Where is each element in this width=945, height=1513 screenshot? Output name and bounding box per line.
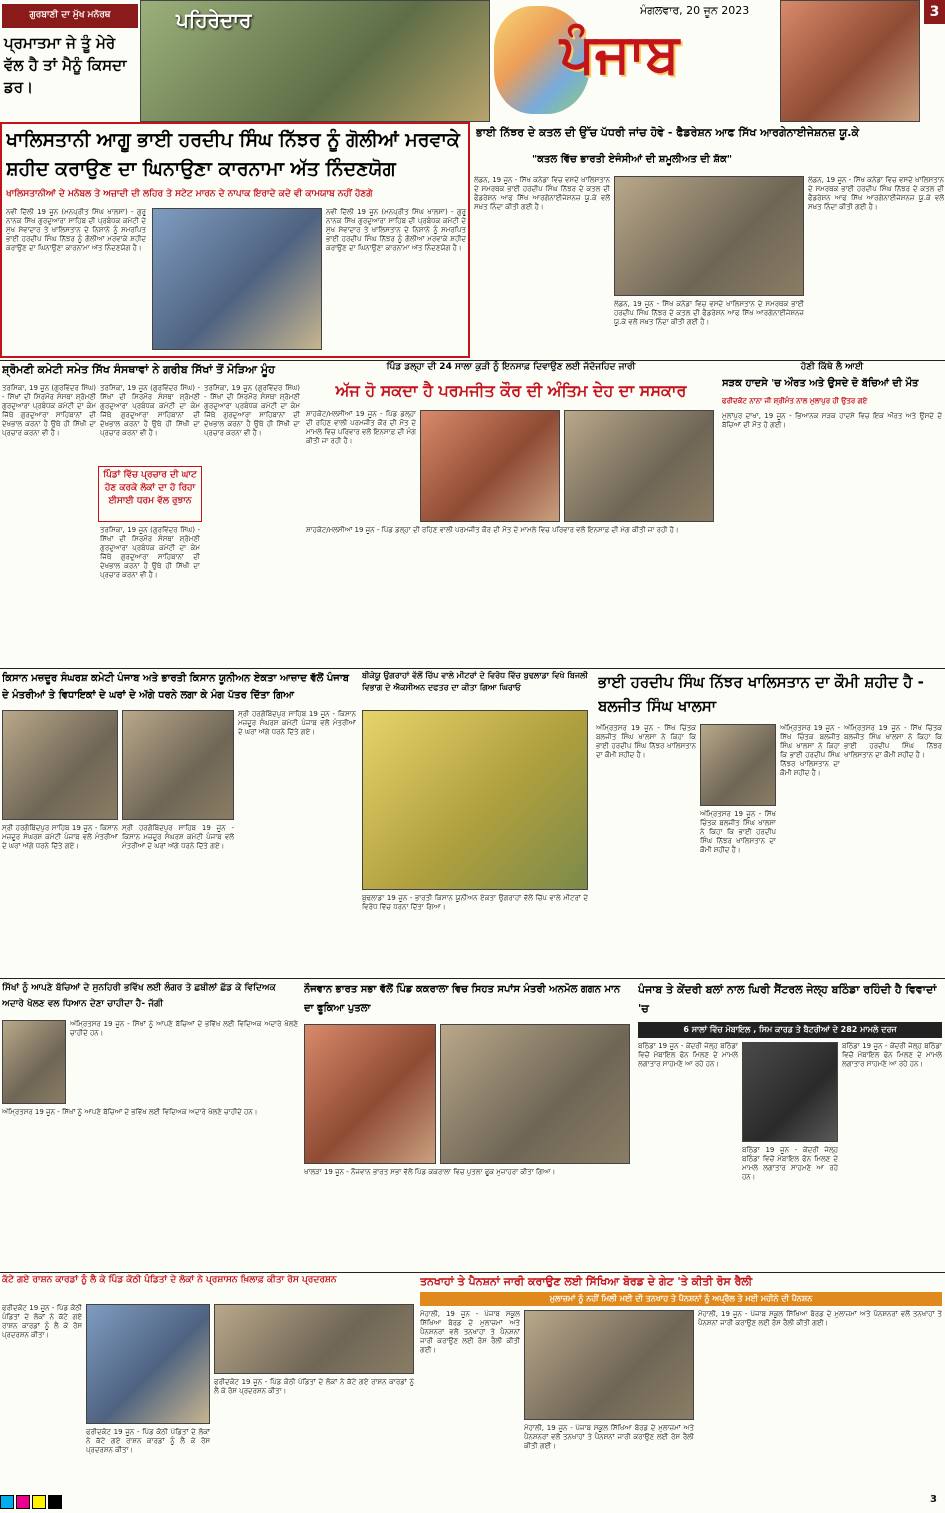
lead-body-left: ਨਵੀਂ ਦਿੱਲੀ 19 ਜੂਨ (ਮਨਪ੍ਰੀਤ ਸਿੰਘ ਖਾਲਸਾ) - ਗੁਰੂ ਨਾਨਕ ਸਿੱਖ ਗੁਰਦੁਆਰਾ ਸਾਹਿਬ ਦੀ ਪ੍ਰਬੰਧਕ ਕਮੇਟੀ ਦੇ ਮੁੱਖ ਸੇਵਾਦਾਰ ਤੇ ਖਾਲਿਸਤਾਨ ਦੇ ਨਿਸ਼ਾਨੇ ਨੂੰ ਸਮਰਪਿਤ ਭਾਈ ਹਰਦੀਪ ਸਿੰਘ ਨਿੱਝਰ ਨੂੰ ਗੋਲੀਆਂ ਮਰਵਾਕੇ ਸ਼ਹੀਦ ਕਰਾਉਣ ਦਾ ਘਿਨਾਉਣਾ ਕਾਰਨਾਮਾ ਅੱਤ ਨਿੰਦਣਯੋਗ ਹੈ। xyxy=(6,208,146,252)
farmers-body-right: ਸ੍ਰੀ ਹਰਗੋਬਿੰਦਪੁਰ ਸਾਹਿਬ 19 ਜੂਨ - ਕਿਸਾਨ ਮਜ਼ਦੂਰ ਸੰਘਰਸ਼ ਕਮੇਟੀ ਪੰਜਾਬ ਵਲੋਂ ਮੰਤਰੀਆਂ ਦੇ ਘਰਾਂ ਅੱਗੇ ਧਰਨੇ ਦਿੱਤੇ ਗਏ। xyxy=(238,710,356,736)
sgpc-body-right: ਤਰਸਿਕਾ, 19 ਜੂਨ (ਗੁਰਵਿੰਦਰ ਸਿੰਘ) - ਸਿੱਖਾਂ ਦੀ ਸਿਰਮੌਰ ਸੰਸਥਾ ਸ਼੍ਰੋਮਣੀ ਗੁਰਦੁਆਰਾ ਪ੍ਰਬੰਧਕ ਕਮੇਟੀ ਦਾ ਕੰਮ ਜਿੱਥੇ ਗੁਰਦੁਆਰਾ ਸਾਹਿਬਾਨਾਂ ਦੀ ਦੇਖਭਾਲ ਕਰਨਾ ਹੈ ਉਥੇ ਹੀ ਸਿੱਖੀ ਦਾ ਪ੍ਰਚਾਰ ਕਰਨਾ ਵੀ ਹੈ। xyxy=(204,384,300,437)
farmers-story xyxy=(0,670,358,976)
farmers-photo-1 xyxy=(2,710,118,820)
rule-bottom xyxy=(0,1272,945,1273)
nijjar-photo-portrait xyxy=(700,724,776,806)
lead-photo-collage xyxy=(152,208,322,350)
canada-body-right: ਲੰਡਨ, 19 ਜੂਨ - ਸਿੱਖ ਕਨੇਡਾ ਵਿਚ ਵਸਦੇ ਖਾਲਿਸਤਾਨ ਦੇ ਸਮਰਥਕ ਭਾਈ ਹਰਦੀਪ ਸਿੰਘ ਨਿੱਝਰ ਦੇ ਕਤਲ ਦੀ ਫੈਡਰੇਸ਼ਨ ਆਫ ਸਿੱਖ ਆਰਗੇਨਾਈਜੇਸ਼ਨਜ਼ ਯੂ.ਕੇ ਵਲੋਂ ਸਖ਼ਤ ਨਿੰਦਾ ਕੀਤੀ ਗਈ ਹੈ। xyxy=(808,176,944,211)
meters-body: ਬੁਢਲਾਡਾ 19 ਜੂਨ - ਭਾਰਤੀ ਕਿਸਾਨ ਯੂਨੀਅਨ ਏਕਤਾ ਉਗਰਾਹਾਂ ਵੱਲੋਂ ਚਿੱਪ ਵਾਲੇ ਮੀਟਰਾਂ ਦੇ ਵਿਰੋਧ ਵਿੱਚ ਧਰਨਾ ਦਿੱਤਾ ਗਿਆ। xyxy=(362,894,588,911)
salary-headline: ਤਨਖਾਹਾਂ ਤੇ ਪੈਨਸ਼ਨਾਂ ਜਾਰੀ ਕਰਾਉਣ ਲਈ ਸਿੱਖਿਆ ਬੋਰਡ ਦੇ ਗੇਟ 'ਤੇ ਕੀਤੀ ਰੋਸ ਰੈਲੀ xyxy=(420,1275,753,1288)
canada-subhead: "ਕਤਲ ਵਿੱਚ ਭਾਰਤੀ ਏਜੰਸੀਆਂ ਦੀ ਸ਼ਮੂਲੀਅਤ ਦੀ ਸ਼ੱਕ" xyxy=(532,154,733,165)
meters-story xyxy=(360,670,590,976)
paper-name: ਪਹਿਰੇਦਾਰ xyxy=(176,8,252,32)
nijjar-body-left: ਅੰਮ੍ਰਿਤਸਰ 19 ਜੂਨ - ਸਿੱਖ ਚਿੰਤਕ ਬਲਜੀਤ ਸਿੰਘ ਖਾਲਸਾ ਨੇ ਕਿਹਾ ਕਿ ਭਾਈ ਹਰਦੀਪ ਸਿੰਘ ਨਿੱਝਰ ਖਾਲਿਸਤਾਨ ਦਾ ਕੌਮੀ ਸ਼ਹੀਦ ਹੈ। xyxy=(596,724,696,759)
nijjar-body-right: ਅੰਮ੍ਰਿਤਸਰ 19 ਜੂਨ - ਸਿੱਖ ਚਿੰਤਕ ਬਲਜੀਤ ਸਿੰਘ ਖਾਲਸਾ ਨੇ ਕਿਹਾ ਕਿ ਭਾਈ ਹਰਦੀਪ ਸਿੰਘ ਨਿੱਝਰ ਖਾਲਿਸਤਾਨ ਦਾ ਕੌਮੀ ਸ਼ਹੀਦ ਹੈ। xyxy=(844,724,942,759)
ration-body-right: ਫਰੀਦਕੋਟ 19 ਜੂਨ - ਪਿੰਡ ਕੋਠੀ ਪੰਡਿਤਾਂ ਦੇ ਲੋਕਾਂ ਨੇ ਕੱਟੇ ਗਏ ਰਾਸ਼ਨ ਕਾਰਡਾਂ ਨੂੰ ਲੈ ਕੇ ਰੋਸ ਪ੍ਰਦਰਸ਼ਨ ਕੀਤਾ। xyxy=(214,1378,414,1395)
issue-date: ਮੰਗਲਵਾਰ, 20 ਜੂਨ 2023 xyxy=(640,4,750,17)
jail-body-mid: ਬਠਿੰਡਾ 19 ਜੂਨ - ਕੇਂਦਰੀ ਜੇਲ੍ਹ ਬਠਿੰਡਾ ਵਿਚੋਂ ਮੋਬਾਇਲ ਫੋਨ ਮਿਲਣ ਦੇ ਮਾਮਲੇ ਲਗਾਤਾਰ ਸਾਹਮਣੇ ਆ ਰਹੇ ਹਨ। xyxy=(742,1146,838,1181)
section-title: ਪੰਜਾਬ xyxy=(560,22,680,85)
effigy-photo-2 xyxy=(440,1024,630,1164)
accident-headline: ਸੜਕ ਹਾਦਸੇ 'ਚ ਔਰਤ ਅਤੇ ਉਸਦੇ ਦੋ ਬੱਚਿਆਂ ਦੀ ਮੌਤ xyxy=(722,378,919,389)
jail-body-right: ਬਠਿੰਡਾ 19 ਜੂਨ - ਕੇਂਦਰੀ ਜੇਲ੍ਹ ਬਠਿੰਡਾ ਵਿਚੋਂ ਮੋਬਾਇਲ ਫੋਨ ਮਿਲਣ ਦੇ ਮਾਮਲੇ ਲਗਾਤਾਰ ਸਾਹਮਣੇ ਆ ਰਹੇ ਹਨ। xyxy=(842,1042,942,1068)
salary-body-left: ਮੋਹਾਲੀ, 19 ਜੂਨ - ਪੰਜਾਬ ਸਕੂਲ ਸਿੱਖਿਆ ਬੋਰਡ ਦੇ ਮੁਲਾਜ਼ਮਾਂ ਅਤੇ ਪੈਨਸ਼ਨਰਾਂ ਵਲੋਂ ਤਨਖਾਹਾਂ ਤੇ ਪੈਨਸ਼ਨਾਂ ਜਾਰੀ ਕਰਾਉਣ ਲਈ ਰੋਸ ਰੈਲੀ ਕੀਤੀ ਗਈ। xyxy=(420,1310,520,1354)
ration-story xyxy=(0,1274,416,1494)
canada-headline: ਭਾਈ ਨਿੱਝਰ ਦੇ ਕਤਲ ਦੀ ਉੱਚ ਪੱਧਰੀ ਜਾਂਚ ਹੋਵੇ - ਫੈਡਰੇਸ਼ਨ ਆਫ ਸਿੱਖ ਆਰਗੇਨਾਈਜੇਸ਼ਨਜ਼ ਯੂ.ਕੇ xyxy=(476,126,859,139)
rule-mid xyxy=(0,668,945,669)
ration-headline: ਕੱਟੇ ਗਏ ਰਾਸ਼ਨ ਕਾਰਡਾਂ ਨੂੰ ਲੈ ਕੇ ਪਿੰਡ ਕੋਠੀ ਪੰਡਿਤਾਂ ਦੇ ਲੋਕਾਂ ਨੇ ਪ੍ਰਸ਼ਾਸਨ ਖ਼ਿਲਾਫ਼ ਕੀਤਾ ਰੋਸ ਪ੍ਰਦਰਸ਼ਨ xyxy=(2,1275,337,1285)
page-number: 3 xyxy=(924,0,945,24)
sikh-children-photo xyxy=(2,1020,66,1104)
masthead xyxy=(0,0,945,122)
gurbani-badge: ਗੁਰਬਾਣੀ ਦਾ ਮੁੱਖ ਮਨੋਰਥ xyxy=(2,4,138,28)
nijjar-story xyxy=(594,670,945,976)
effigy-headline: ਨੌਜਵਾਨ ਭਾਰਤ ਸਭਾ ਵੱਲੋਂ ਪਿੰਡ ਕਕਰਾਲਾ ਵਿਚ ਸਿਹਤ ਸਪਾਂਸ ਮੰਤਰੀ ਅਨਮੋਲ ਗਗਨ ਮਾਨ ਦਾ ਫੂਕਿਆ ਪੁਤਲਾ xyxy=(304,984,621,1014)
meters-headline: ਬੀਕੇਯੂ ਉਗਰਾਹਾਂ ਵੱਲੋਂ ਚਿੱਪ ਵਾਲੇ ਮੀਟਰਾਂ ਦੇ ਵਿਰੋਧ ਵਿੱਚ ਬੁਢਲਾਡਾ ਵਿਖੇ ਬਿਜਲੀ ਵਿਭਾਗ ਦੇ ਐਕਸੀਅਨ ਦਫਤਰ ਦਾ ਕੀਤਾ ਗਿਆ ਘਿਰਾਓ xyxy=(362,671,588,692)
salary-story xyxy=(418,1274,945,1494)
canada-story xyxy=(472,122,945,358)
canada-body-left: ਲੰਡਨ, 19 ਜੂਨ - ਸਿੱਖ ਕਨੇਡਾ ਵਿਚ ਵਸਦੇ ਖਾਲਿਸਤਾਨ ਦੇ ਸਮਰਥਕ ਭਾਈ ਹਰਦੀਪ ਸਿੰਘ ਨਿੱਝਰ ਦੇ ਕਤਲ ਦੀ ਫੈਡਰੇਸ਼ਨ ਆਫ ਸਿੱਖ ਆਰਗੇਨਾਈਜੇਸ਼ਨਜ਼ ਯੂ.ਕੇ ਵਲੋਂ ਸਖ਼ਤ ਨਿੰਦਾ ਕੀਤੀ ਗਈ ਹੈ। xyxy=(474,176,610,211)
farmers-headline: ਕਿਸਾਨ ਮਜ਼ਦੂਰ ਸੰਘਰਸ਼ ਕਮੇਟੀ ਪੰਜਾਬ ਅਤੇ ਭਾਰਤੀ ਕਿਸਾਨ ਯੂਨੀਅਨ ਏਕਤਾ ਆਜ਼ਾਦ ਵੱਲੋਂ ਪੰਜਾਬ ਦੇ ਮੰਤਰੀਆਂ ਤੇ ਵਿਧਾਇਕਾਂ ਦੇ ਘਰਾਂ ਦੇ ਅੱਗੇ ਧਰਨੇ ਲਗਾ ਕੇ ਮੰਗ ਪੱਤਰ ਦਿੱਤਾ ਗਿਆ xyxy=(2,673,349,701)
accident-kicker: ਹੋਣੀ ਕਿੱਥੇ ਲੈ ਆਈ xyxy=(800,362,864,372)
salary-photo xyxy=(524,1310,694,1420)
nijjar-body-under-photo: ਅੰਮ੍ਰਿਤਸਰ 19 ਜੂਨ - ਸਿੱਖ ਚਿੰਤਕ ਬਲਜੀਤ ਸਿੰਘ ਖਾਲਸਾ ਨੇ ਕਿਹਾ ਕਿ ਭਾਈ ਹਰਦੀਪ ਸਿੰਘ ਨਿੱਝਰ ਖਾਲਿਸਤਾਨ ਦਾ ਕੌਮੀ ਸ਼ਹੀਦ ਹੈ। xyxy=(700,810,776,854)
gurbani-quote: ਪ੍ਰਮਾਤਮਾ ਜੇ ਤੂੰ ਮੇਰੇ ਵੱਲ ਹੈ ਤਾਂ ਮੈਨੂੰ ਕਿਸਦਾ ਡਰ। xyxy=(4,34,127,96)
lead-subhead: ਖਾਲਿਸਤਾਨੀਆਂ ਦੇ ਮਨੋਬਲ ਤੇ ਅਜ਼ਾਦੀ ਦੀ ਲਹਿਰ ਤੇ ਸਟੇਟ ਮਾਰਨ ਦੇ ਨਾਪਾਕ ਇਰਾਦੇ ਕਦੇ ਵੀ ਕਾਮਯਾਬ ਨਹੀਂ ਹੋਣਗੇ xyxy=(6,189,373,199)
sikh-children-body-top: ਅੰਮ੍ਰਿਤਸਰ 19 ਜੂਨ - ਸਿੱਖਾਂ ਨੂੰ ਆਪਣੇ ਬੱਚਿਆਂ ਦੇ ਭਵਿੱਖ ਲਈ ਵਿਦਿਅਕ ਅਦਾਰੇ ਖੋਲਣੇ ਚਾਹੀਦੇ ਹਨ। xyxy=(70,1020,298,1037)
nijjar-body-mid: ਅੰਮ੍ਰਿਤਸਰ 19 ਜੂਨ - ਸਿੱਖ ਚਿੰਤਕ ਬਲਜੀਤ ਸਿੰਘ ਖਾਲਸਾ ਨੇ ਕਿਹਾ ਕਿ ਭਾਈ ਹਰਦੀਪ ਸਿੰਘ ਨਿੱਝਰ ਖਾਲਿਸਤਾਨ ਦਾ ਕੌਮੀ ਸ਼ਹੀਦ ਹੈ। xyxy=(780,724,840,777)
footer-bar xyxy=(0,1494,945,1507)
farmers-body-mid: ਸ੍ਰੀ ਹਰਗੋਬਿੰਦਪੁਰ ਸਾਹਿਬ 19 ਜੂਨ - ਕਿਸਾਨ ਮਜ਼ਦੂਰ ਸੰਘਰਸ਼ ਕਮੇਟੀ ਪੰਜਾਬ ਵਲੋਂ ਮੰਤਰੀਆਂ ਦੇ ਘਰਾਂ ਅੱਗੇ ਧਰਨੇ ਦਿੱਤੇ ਗਏ। xyxy=(122,824,234,850)
jail-photo xyxy=(742,1042,838,1142)
funeral-story xyxy=(304,362,718,666)
effigy-body: ਖਾਲੜਾ 19 ਜੂਨ - ਨੌਜਵਾਨ ਭਾਰਤ ਸਭਾ ਵੱਲੋਂ ਪਿੰਡ ਕਕਰਾਲਾ ਵਿਚ ਪੁਤਲਾ ਫੂਕ ਮੁਜ਼ਾਹਰਾ ਕੀਤਾ ਗਿਆ। xyxy=(304,1168,556,1176)
funeral-headline: ਅੱਜ ਹੋ ਸਕਦਾ ਹੈ ਪਰਮਜੀਤ ਕੌਰ ਦੀ ਅੰਤਿਮ ਦੇਹ ਦਾ ਸਸਕਾਰ xyxy=(335,381,687,400)
sikh-children-headline: ਸਿੱਖਾਂ ਨੂੰ ਆਪਣੇ ਬੱਚਿਆਂ ਦੇ ਸੁਨਹਿਰੀ ਭਵਿੱਖ ਲਈ ਲੰਗਰ ਤੇ ਛਬੀਲਾਂ ਛੱਡ ਕੇ ਵਿਦਿਅਕ ਅਦਾਰੇ ਖੋਲਣ ਵਲ ਧਿਆਨ ਦੇਣਾ ਚਾਹੀਦਾ ਹੈ- ਜੱਗੀ xyxy=(2,983,276,1009)
funeral-photo-bride xyxy=(564,410,714,522)
ration-body-left: ਫਰੀਦਕੋਟ 19 ਜੂਨ - ਪਿੰਡ ਕੋਠੀ ਪੰਡਿਤਾਂ ਦੇ ਲੋਕਾਂ ਨੇ ਕੱਟੇ ਗਏ ਰਾਸ਼ਨ ਕਾਰਡਾਂ ਨੂੰ ਲੈ ਕੇ ਰੋਸ ਪ੍ਰਦਰਸ਼ਨ ਕੀਤਾ। xyxy=(2,1304,82,1339)
masthead-photo-children xyxy=(780,0,920,122)
accident-body: ਮੁਲਾਂਪੁਰ ਦਾਖਾ, 19 ਜੂਨ - ਭਿਆਨਕ ਸੜਕ ਹਾਦਸੇ ਵਿਚ ਇਕ ਔਰਤ ਅਤੇ ਉਸਦੇ ਦੋ ਬੱਚਿਆਂ ਦੀ ਮੌਤ ਹੋ ਗਈ। xyxy=(722,412,942,429)
accident-story xyxy=(720,362,945,666)
sgpc-body-mid: ਤਰਸਿਕਾ, 19 ਜੂਨ (ਗੁਰਵਿੰਦਰ ਸਿੰਘ) - ਸਿੱਖਾਂ ਦੀ ਸਿਰਮੌਰ ਸੰਸਥਾ ਸ਼੍ਰੋਮਣੀ ਗੁਰਦੁਆਰਾ ਪ੍ਰਬੰਧਕ ਕਮੇਟੀ ਦਾ ਕੰਮ ਜਿੱਥੇ ਗੁਰਦੁਆਰਾ ਸਾਹਿਬਾਨਾਂ ਦੀ ਦੇਖਭਾਲ ਕਰਨਾ ਹੈ ਉਥੇ ਹੀ ਸਿੱਖੀ ਦਾ ਪ੍ਰਚਾਰ ਕਰਨਾ ਵੀ ਹੈ। xyxy=(100,384,200,437)
sikh-children-story xyxy=(0,980,300,1270)
lead-body-right: ਨਵੀਂ ਦਿੱਲੀ 19 ਜੂਨ (ਮਨਪ੍ਰੀਤ ਸਿੰਘ ਖਾਲਸਾ) - ਗੁਰੂ ਨਾਨਕ ਸਿੱਖ ਗੁਰਦੁਆਰਾ ਸਾਹਿਬ ਦੀ ਪ੍ਰਬੰਧਕ ਕਮੇਟੀ ਦੇ ਮੁੱਖ ਸੇਵਾਦਾਰ ਤੇ ਖਾਲਿਸਤਾਨ ਦੇ ਨਿਸ਼ਾਨੇ ਨੂੰ ਸਮਰਪਿਤ ਭਾਈ ਹਰਦੀਪ ਸਿੰਘ ਨਿੱਝਰ ਨੂੰ ਗੋਲੀਆਂ ਮਰਵਾਕੇ ਸ਼ਹੀਦ ਕਰਾਉਣ ਦਾ ਘਿਨਾਉਣਾ ਕਾਰਨਾਮਾ ਅੱਤ ਨਿੰਦਣਯੋਗ ਹੈ। xyxy=(326,208,466,252)
sgpc-body-left: ਤਰਸਿਕਾ, 19 ਜੂਨ (ਗੁਰਵਿੰਦਰ ਸਿੰਘ) - ਸਿੱਖਾਂ ਦੀ ਸਿਰਮੌਰ ਸੰਸਥਾ ਸ਼੍ਰੋਮਣੀ ਗੁਰਦੁਆਰਾ ਪ੍ਰਬੰਧਕ ਕਮੇਟੀ ਦਾ ਕੰਮ ਜਿੱਥੇ ਗੁਰਦੁਆਰਾ ਸਾਹਿਬਾਨਾਂ ਦੀ ਦੇਖਭਾਲ ਕਰਨਾ ਹੈ ਉਥੇ ਹੀ ਸਿੱਖੀ ਦਾ ਪ੍ਰਚਾਰ ਕਰਨਾ ਵੀ ਹੈ। xyxy=(2,384,96,437)
salary-body-right: ਮੋਹਾਲੀ, 19 ਜੂਨ - ਪੰਜਾਬ ਸਕੂਲ ਸਿੱਖਿਆ ਬੋਰਡ ਦੇ ਮੁਲਾਜ਼ਮਾਂ ਅਤੇ ਪੈਨਸ਼ਨਰਾਂ ਵਲੋਂ ਤਨਖਾਹਾਂ ਤੇ ਪੈਨਸ਼ਨਾਂ ਜਾਰੀ ਕਰਾਉਣ ਲਈ ਰੋਸ ਰੈਲੀ ਕੀਤੀ ਗਈ। xyxy=(698,1310,942,1327)
footer-page-number: 3 xyxy=(930,1494,937,1505)
salary-body-mid: ਮੋਹਾਲੀ, 19 ਜੂਨ - ਪੰਜਾਬ ਸਕੂਲ ਸਿੱਖਿਆ ਬੋਰਡ ਦੇ ਮੁਲਾਜ਼ਮਾਂ ਅਤੇ ਪੈਨਸ਼ਨਰਾਂ ਵਲੋਂ ਤਨਖਾਹਾਂ ਤੇ ਪੈਨਸ਼ਨਾਂ ਜਾਰੀ ਕਰਾਉਣ ਲਈ ਰੋਸ ਰੈਲੀ ਕੀਤੀ ਗਈ। xyxy=(524,1424,694,1450)
jail-story xyxy=(636,980,945,1270)
ration-photo-2 xyxy=(214,1304,414,1374)
ration-body-mid: ਫਰੀਦਕੋਟ 19 ਜੂਨ - ਪਿੰਡ ਕੋਠੀ ਪੰਡਿਤਾਂ ਦੇ ਲੋਕਾਂ ਨੇ ਕੱਟੇ ਗਏ ਰਾਸ਼ਨ ਕਾਰਡਾਂ ਨੂੰ ਲੈ ਕੇ ਰੋਸ ਪ੍ਰਦਰਸ਼ਨ ਕੀਤਾ। xyxy=(86,1428,210,1454)
accident-subhead: ਫਰੀਦਕੋਟ ਨਾਨਾ ਜੀ ਸ਼੍ਰੀਮੰਤ ਨਾਲ ਮੁਲਾਪੁਰ ਹੀ ਉਤਰ ਗਏ xyxy=(722,397,868,405)
lead-headline: ਖਾਲਿਸਤਾਨੀ ਆਗੂ ਭਾਈ ਹਰਦੀਪ ਸਿੰਘ ਨਿੱਝਰ ਨੂੰ ਗੋਲੀਆਂ ਮਰਵਾਕੇ ਸ਼ਹੀਦ ਕਰਾਉਣ ਦਾ ਘਿਨਾਉਣਾ ਕਾਰਨਾਮਾ ਅੱਤ ਨਿੰਦਣਯੋਗ xyxy=(6,129,460,180)
lead-story xyxy=(0,122,470,358)
sikh-children-body: ਅੰਮ੍ਰਿਤਸਰ 19 ਜੂਨ - ਸਿੱਖਾਂ ਨੂੰ ਆਪਣੇ ਬੱਚਿਆਂ ਦੇ ਭਵਿੱਖ ਲਈ ਵਿਦਿਅਕ ਅਦਾਰੇ ਖੋਲਣੇ ਚਾਹੀਦੇ ਹਨ। xyxy=(2,1108,258,1116)
salary-subhead: ਮੁਲਾਜ਼ਮਾਂ ਨੂੰ ਨਹੀਂ ਮਿਲੀ ਮਈ ਦੀ ਤਨਖਾਹ ਤੇ ਪੈਨਸ਼ਨਾਂ ਨੂੰ ਅਪ੍ਰੈਲ ਤੇ ਮਈ ਮਹੀਨੇ ਦੀ ਪੈਨਸ਼ਨ xyxy=(420,1292,942,1306)
canada-body-bottom: ਲੰਡਨ, 19 ਜੂਨ - ਸਿੱਖ ਕਨੇਡਾ ਵਿਚ ਵਸਦੇ ਖਾਲਿਸਤਾਨ ਦੇ ਸਮਰਥਕ ਭਾਈ ਹਰਦੀਪ ਸਿੰਘ ਨਿੱਝਰ ਦੇ ਕਤਲ ਦੀ ਫੈਡਰੇਸ਼ਨ ਆਫ ਸਿੱਖ ਆਰਗੇਨਾਈਜੇਸ਼ਨਜ਼ ਯੂ.ਕੇ ਵਲੋਂ ਸਖ਼ਤ ਨਿੰਦਾ ਕੀਤੀ ਗਈ ਹੈ। xyxy=(614,300,804,326)
canada-photo-portraits xyxy=(614,176,804,296)
farmers-photo-2 xyxy=(122,710,234,820)
farmers-body-left: ਸ੍ਰੀ ਹਰਗੋਬਿੰਦਪੁਰ ਸਾਹਿਬ 19 ਜੂਨ - ਕਿਸਾਨ ਮਜ਼ਦੂਰ ਸੰਘਰਸ਼ ਕਮੇਟੀ ਪੰਜਾਬ ਵਲੋਂ ਮੰਤਰੀਆਂ ਦੇ ਘਰਾਂ ਅੱਗੇ ਧਰਨੇ ਦਿੱਤੇ ਗਏ। xyxy=(2,824,118,850)
sgpc-story xyxy=(0,362,302,592)
sgpc-pullquote: ਪਿੰਡਾਂ ਵਿੱਚ ਪ੍ਰਚਾਰ ਦੀ ਘਾਟ ਹੋਣ ਕਰਕੇ ਲੋਕਾਂ ਦਾ ਹੋ ਰਿਹਾ ਈਸਾਈ ਧਰਮ ਵੱਲ ਰੁਝਾਨ xyxy=(98,466,202,522)
funeral-photo-couple xyxy=(420,410,560,522)
jail-body-left: ਬਠਿੰਡਾ 19 ਜੂਨ - ਕੇਂਦਰੀ ਜੇਲ੍ਹ ਬਠਿੰਡਾ ਵਿਚੋਂ ਮੋਬਾਇਲ ਫੋਨ ਮਿਲਣ ਦੇ ਮਾਮਲੇ ਲਗਾਤਾਰ ਸਾਹਮਣੇ ਆ ਰਹੇ ਹਨ। xyxy=(638,1042,738,1068)
funeral-kicker: ਪਿੰਡ ਡਲ੍ਹਾ ਦੀ 24 ਸਾਲਾ ਕੁੜੀ ਨੂੰ ਇਨਸਾਫ਼ ਦਿਵਾਉਣ ਲਈ ਜੱਦੋਜਹਿਦ ਜਾਰੀ xyxy=(386,362,636,372)
sgpc-body-mid-2: ਤਰਸਿਕਾ, 19 ਜੂਨ (ਗੁਰਵਿੰਦਰ ਸਿੰਘ) - ਸਿੱਖਾਂ ਦੀ ਸਿਰਮੌਰ ਸੰਸਥਾ ਸ਼੍ਰੋਮਣੀ ਗੁਰਦੁਆਰਾ ਪ੍ਰਬੰਧਕ ਕਮੇਟੀ ਦਾ ਕੰਮ ਜਿੱਥੇ ਗੁਰਦੁਆਰਾ ਸਾਹਿਬਾਨਾਂ ਦੀ ਦੇਖਭਾਲ ਕਰਨਾ ਹੈ ਉਥੇ ਹੀ ਸਿੱਖੀ ਦਾ ਪ੍ਰਚਾਰ ਕਰਨਾ ਵੀ ਹੈ। xyxy=(100,526,200,579)
rule-top xyxy=(0,360,945,361)
funeral-body-bottom: ਸ਼ਾਹਕੋਟ/ਮਲਸੀਆਂ 19 ਜੂਨ - ਪਿੰਡ ਡਲ੍ਹਾ ਦੀ ਰਹਿਣ ਵਾਲੀ ਪਰਮਜੀਤ ਕੌਰ ਦੀ ਮੌਤ ਦੇ ਮਾਮਲੇ ਵਿਚ ਪਰਿਵਾਰ ਵਲੋਂ ਇਨਸਾਫ਼ ਦੀ ਮੰਗ ਕੀਤੀ ਜਾ ਰਹੀ ਹੈ। xyxy=(306,526,679,534)
effigy-story xyxy=(302,980,632,1270)
nijjar-headline: ਭਾਈ ਹਰਦੀਪ ਸਿੰਘ ਨਿੱਝਰ ਖਾਲਿਸਤਾਨ ਦਾ ਕੌਮੀ ਸ਼ਹੀਦ ਹੈ - ਬਲਜੀਤ ਸਿੰਘ ਖਾਲਸਾ xyxy=(598,673,924,715)
ration-photo-1 xyxy=(86,1304,210,1424)
effigy-photo-1 xyxy=(304,1024,436,1164)
sgpc-headline: ਸ਼੍ਰੋਮਣੀ ਕਮੇਟੀ ਸਮੇਤ ਸਿੱਖ ਸੰਸਥਾਵਾਂ ਨੇ ਗਰੀਬ ਸਿੱਖਾਂ ਤੋਂ ਮੋੜਿਆ ਮੂੰਹ xyxy=(2,363,275,376)
rule-lower xyxy=(0,978,945,979)
jail-headline: ਪੰਜਾਬ ਤੇ ਕੇਂਦਰੀ ਬਲਾਂ ਨਾਲ ਘਿਰੀ ਸੈਂਟਰਲ ਜੇਲ੍ਹ ਬਠਿੰਡਾ ਰਹਿੰਦੀ ਹੈ ਵਿਵਾਦਾਂ 'ਚ xyxy=(638,983,937,1015)
jail-subhead: 6 ਸਾਲਾਂ ਵਿੱਚ ਮੋਬਾਇਲ , ਸਿਮ ਕਾਰਡ ਤੇ ਬੈਟਰੀਆਂ ਦੇ 282 ਮਾਮਲੇ ਦਰਜ xyxy=(638,1022,942,1038)
funeral-body-left: ਸ਼ਾਹਕੋਟ/ਮਲਸੀਆਂ 19 ਜੂਨ - ਪਿੰਡ ਡਲ੍ਹਾ ਦੀ ਰਹਿਣ ਵਾਲੀ ਪਰਮਜੀਤ ਕੌਰ ਦੀ ਮੌਤ ਦੇ ਮਾਮਲੇ ਵਿਚ ਪਰਿਵਾਰ ਵਲੋਂ ਇਨਸਾਫ਼ ਦੀ ਮੰਗ ਕੀਤੀ ਜਾ ਰਹੀ ਹੈ। xyxy=(306,410,416,445)
meters-photo-protest xyxy=(362,710,588,890)
